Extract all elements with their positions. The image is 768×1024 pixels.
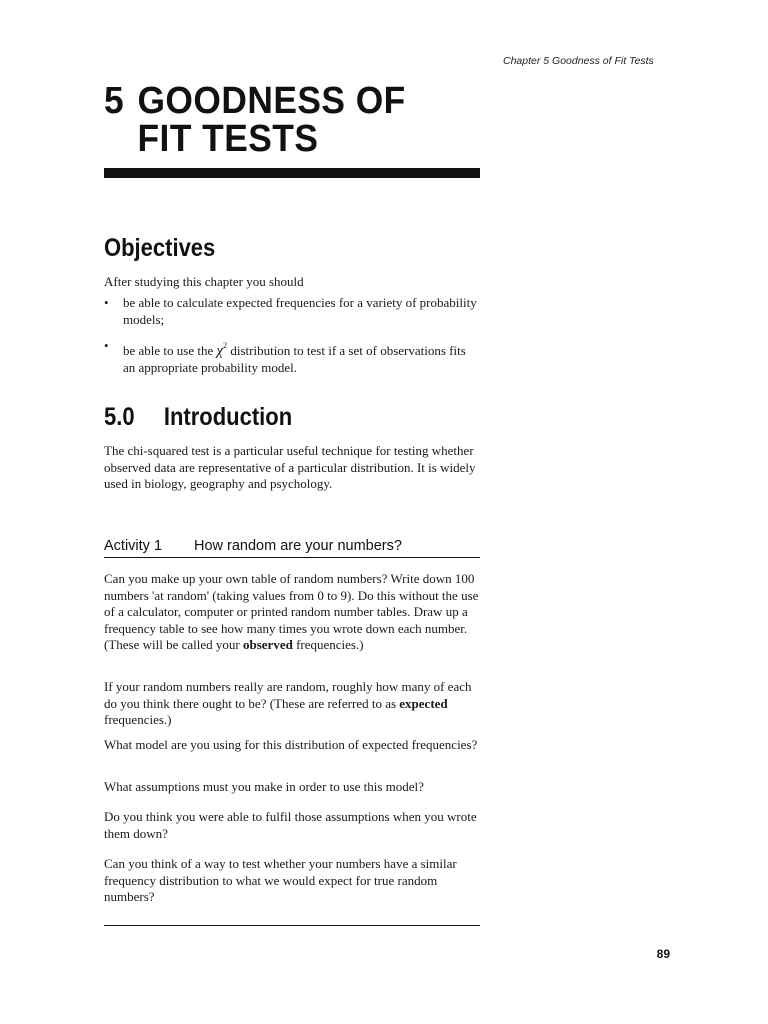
chi-squared-symbol — [217, 343, 228, 359]
objective-item-2-text — [104, 338, 480, 376]
objective-item-2 — [104, 338, 480, 376]
activity-paragraph-4: What assumptions must you make in order to use this model? — [104, 779, 424, 794]
activity-heading — [104, 536, 480, 556]
section-number: 5.0 — [104, 403, 135, 431]
bullet-marker: • — [104, 338, 109, 353]
chapter-number: 5 — [104, 80, 125, 122]
activity-paragraph-5: Do you think you were able to fulfil those assumptions when you wrote them down? — [104, 809, 477, 841]
running-head: Chapter 5 Goodness of Fit Tests — [503, 55, 654, 67]
objective-item-2-text-start: be able to use the — [123, 343, 217, 358]
introduction-heading — [104, 403, 292, 432]
activity-p2-end: frequencies.) — [104, 712, 172, 727]
objective-item-1 — [104, 295, 480, 328]
chapter-title — [104, 82, 476, 158]
activity-end-rule — [104, 925, 480, 926]
objectives-heading: Objectives — [104, 234, 216, 262]
activity-rule — [104, 557, 480, 558]
activity-paragraph-2 — [104, 679, 480, 729]
activity-label: Activity 1 — [104, 538, 163, 554]
introduction-paragraph: The chi-squared test is a particular useful technique for testing whether observed data are representative of a particular distribution. It is widely used in biology, geography and psychology. — [104, 443, 476, 491]
chi-letter: χ — [216, 343, 224, 359]
objective-item-1-text: be able to calculate expected frequencies for a variety of probability models; — [123, 295, 477, 327]
page-number: 89 — [656, 947, 670, 961]
chapter-title-line-1: GOODNESS OF — [137, 80, 406, 122]
activity-p1-text: Can you make up your own table of random numbers? Write down 100 numbers 'at random' (taking values from 0 to 9). Do this without the use of a calculator, computer or printed random number tables. Draw up a frequency table to see how many times you wrote down each number. (These will be called your — [104, 571, 479, 652]
chapter-title-line-2: FIT TESTS — [137, 118, 319, 160]
objectives-intro: After studying this chapter you should — [104, 274, 304, 289]
bullet-marker: • — [104, 295, 109, 310]
section-title: Introduction — [163, 403, 293, 431]
activity-paragraph-3: What model are you using for this distribution of expected frequencies? — [104, 737, 478, 752]
activity-title: How random are your numbers? — [194, 538, 402, 554]
title-rule — [104, 168, 480, 178]
activity-p2-text: If your random numbers really are random, roughly how many of each do you think there ought to be? (These are referred to as — [104, 679, 472, 711]
expected-term: expected — [399, 695, 448, 711]
activity-paragraph-6: Can you think of a way to test whether your numbers have a similar frequency distribution to what we would expect for true random numbers? — [104, 856, 457, 904]
activity-paragraph-1 — [104, 571, 480, 654]
objective-item-2-text-end: distribution to test if a set of observations fits an appropriate probability model. — [123, 343, 466, 375]
activity-p1-end: frequencies.) — [292, 637, 364, 652]
chi-exponent: 2 — [223, 341, 228, 350]
observed-term: observed — [242, 637, 293, 652]
